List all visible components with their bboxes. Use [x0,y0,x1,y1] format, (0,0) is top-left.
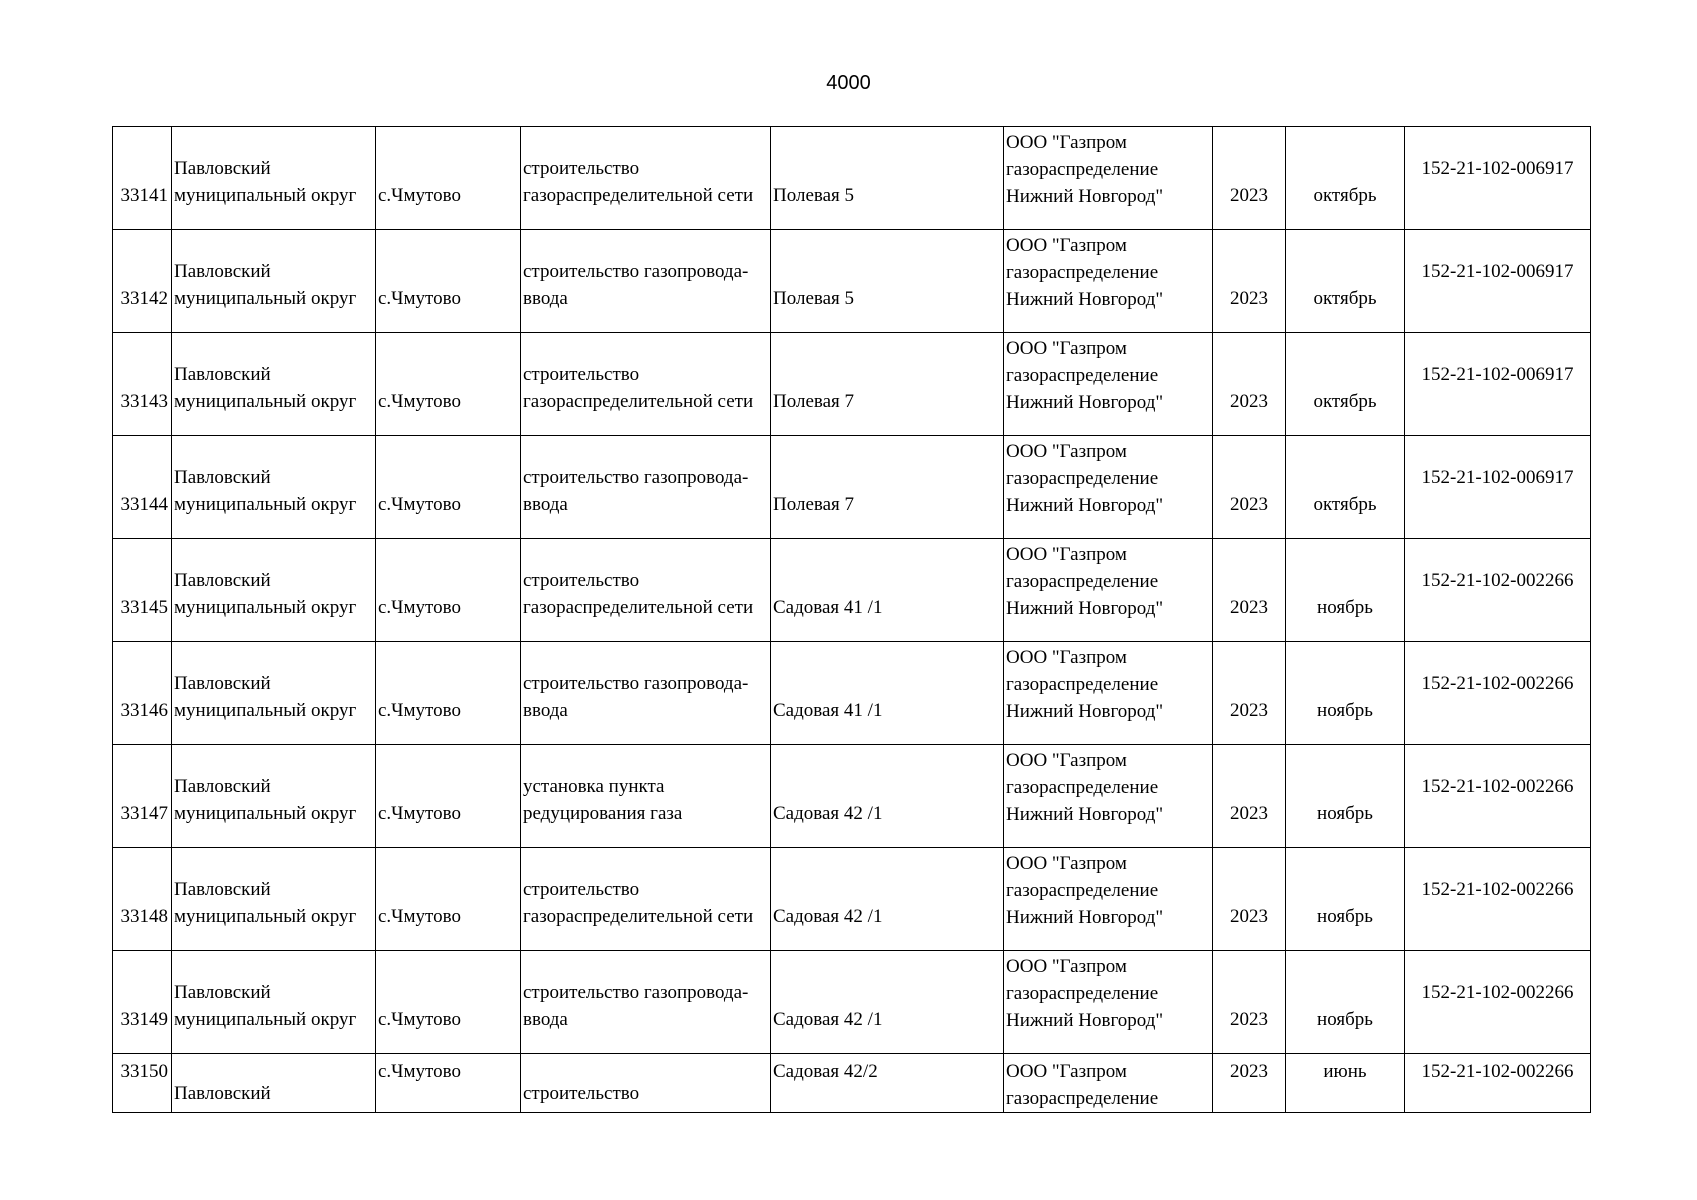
address-cell: Садовая 42/2 [771,1054,1004,1113]
table-row [113,127,1591,230]
place-cell: с.Чмутово [376,1054,521,1113]
row-id: 33147 [113,745,172,848]
district-cell: Павловский муниципальный округ [172,230,376,333]
place-cell: с.Чмутово [376,745,521,848]
table-row [113,951,1591,1054]
code-cell: 152-21-102-002266 [1405,745,1591,848]
address-cell: Садовая 41 /1 [771,642,1004,745]
organization-cell: ООО "Газпром газораспределение Нижний Новгород" [1004,230,1213,333]
district-cell: Павловский муниципальный округ [172,642,376,745]
address-cell: Садовая 42 /1 [771,848,1004,951]
organization-cell: ООО "Газпром газораспределение Нижний Новгород" [1004,951,1213,1054]
year-cell: 2023 [1213,951,1286,1054]
month-cell: ноябрь [1286,642,1405,745]
year-cell: 2023 [1213,745,1286,848]
place-cell: с.Чмутово [376,951,521,1054]
work-type-cell: строительство газопровода- ввода [521,951,771,1054]
organization-cell: ООО "Газпром газораспределение Нижний Новгород" [1004,642,1213,745]
district-cell: Павловский [172,1054,376,1113]
year-cell: 2023 [1213,1054,1286,1113]
address-cell: Полевая 5 [771,127,1004,230]
year-cell: 2023 [1213,848,1286,951]
row-id: 33148 [113,848,172,951]
address-cell: Полевая 7 [771,333,1004,436]
address-cell: Полевая 7 [771,436,1004,539]
code-cell: 152-21-102-002266 [1405,539,1591,642]
organization-cell: ООО "Газпром газораспределение Нижний Новгород" [1004,333,1213,436]
table-row-partial [113,1054,1591,1113]
address-cell: Садовая 41 /1 [771,539,1004,642]
place-cell: с.Чмутово [376,230,521,333]
table-row [113,642,1591,745]
work-type-cell: установка пункта редуцирования газа [521,745,771,848]
place-cell: с.Чмутово [376,436,521,539]
code-cell: 152-21-102-006917 [1405,230,1591,333]
month-cell: ноябрь [1286,745,1405,848]
code-cell: 152-21-102-006917 [1405,333,1591,436]
row-id: 33144 [113,436,172,539]
address-cell: Садовая 42 /1 [771,951,1004,1054]
row-id: 33141 [113,127,172,230]
organization-cell: ООО "Газпром газораспределение Нижний Новгород" [1004,436,1213,539]
year-cell: 2023 [1213,539,1286,642]
district-cell: Павловский муниципальный округ [172,436,376,539]
district-cell: Павловский муниципальный округ [172,127,376,230]
month-cell: июнь [1286,1054,1405,1113]
code-cell: 152-21-102-002266 [1405,951,1591,1054]
month-cell: октябрь [1286,230,1405,333]
place-cell: с.Чмутово [376,642,521,745]
district-cell: Павловский муниципальный округ [172,745,376,848]
row-id: 33145 [113,539,172,642]
organization-cell: ООО "Газпром газораспределение Нижний Новгород" [1004,848,1213,951]
row-id: 33146 [113,642,172,745]
code-cell: 152-21-102-006917 [1405,127,1591,230]
table-row [113,745,1591,848]
place-cell: с.Чмутово [376,848,521,951]
address-cell: Садовая 42 /1 [771,745,1004,848]
table-row [113,848,1591,951]
work-type-cell: строительство газопровода- ввода [521,642,771,745]
work-type-cell: строительство газопровода- ввода [521,436,771,539]
work-type-cell: строительство [521,1054,771,1113]
code-cell: 152-21-102-002266 [1405,848,1591,951]
place-cell: с.Чмутово [376,539,521,642]
place-cell: с.Чмутово [376,333,521,436]
place-cell: с.Чмутово [376,127,521,230]
row-id: 33143 [113,333,172,436]
code-cell: 152-21-102-002266 [1405,1054,1591,1113]
month-cell: ноябрь [1286,848,1405,951]
row-id: 33142 [113,230,172,333]
address-cell: Полевая 5 [771,230,1004,333]
gasification-table [112,126,1591,1113]
organization-cell: ООО "Газпром газораспределение Нижний Новгород" [1004,539,1213,642]
row-id: 33149 [113,951,172,1054]
code-cell: 152-21-102-002266 [1405,642,1591,745]
month-cell: ноябрь [1286,951,1405,1054]
table-row [113,333,1591,436]
work-type-cell: строительство газопровода- ввода [521,230,771,333]
district-cell: Павловский муниципальный округ [172,848,376,951]
table-row [113,539,1591,642]
year-cell: 2023 [1213,436,1286,539]
table-body [113,127,1591,1113]
organization-cell: ООО "Газпром газораспределение Нижний Новгород" [1004,127,1213,230]
page-number: 4000 [826,72,871,94]
district-cell: Павловский муниципальный округ [172,539,376,642]
organization-cell: ООО "Газпром газораспределение Нижний Новгород" [1004,745,1213,848]
year-cell: 2023 [1213,127,1286,230]
row-id: 33150 [113,1054,172,1113]
district-cell: Павловский муниципальный округ [172,951,376,1054]
district-cell: Павловский муниципальный округ [172,333,376,436]
month-cell: октябрь [1286,127,1405,230]
organization-cell: ООО "Газпром газораспределение [1004,1054,1213,1113]
work-type-cell: строительство газораспределительной сети [521,333,771,436]
work-type-cell: строительство газораспределительной сети [521,848,771,951]
month-cell: ноябрь [1286,539,1405,642]
code-cell: 152-21-102-006917 [1405,436,1591,539]
month-cell: октябрь [1286,333,1405,436]
table-row [113,230,1591,333]
work-type-cell: строительство газораспределительной сети [521,539,771,642]
year-cell: 2023 [1213,642,1286,745]
year-cell: 2023 [1213,230,1286,333]
work-type-cell: строительство газораспределительной сети [521,127,771,230]
table-row [113,436,1591,539]
year-cell: 2023 [1213,333,1286,436]
month-cell: октябрь [1286,436,1405,539]
